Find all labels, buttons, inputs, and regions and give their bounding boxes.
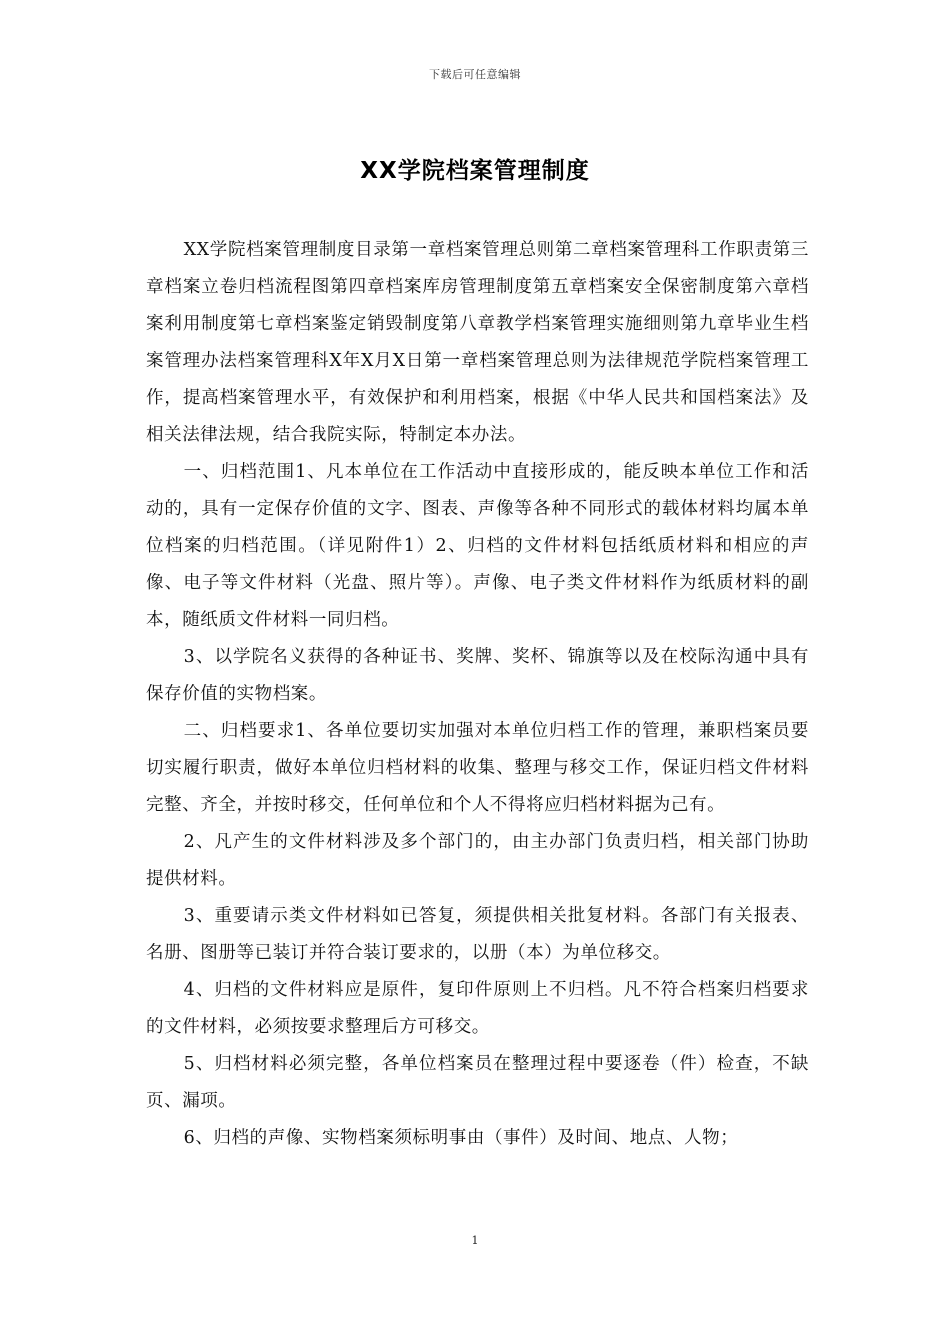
- header-note: 下载后可任意编辑: [429, 68, 521, 81]
- paragraph-requests: 3、重要请示类文件材料如已答复，须提供相关批复材料。各部门有关报表、名册、图册等已装订并符合装订要求的，以册（本）为单位移交。: [146, 906, 809, 963]
- paragraph-scope: 一、归档范围1、凡本单位在工作活动中直接形成的，能反映本单位工作和活动的，具有一定保存价值的文字、图表、声像等各种不同形式的载体材料均属本单位档案的归档范围。（详见附件1）2、归档的文件材料包括纸质材料和相应的声像、电子等文件材料（光盘、照片等）。声像、电子类文件材料作为纸质材料的副本，随纸质文件材料一同归档。: [146, 462, 809, 630]
- paragraph-completeness: 5、归档材料必须完整，各单位档案员在整理过程中要逐卷（件）检查，不缺页、漏项。: [146, 1054, 809, 1111]
- paragraph-multi-department: 2、凡产生的文件材料涉及多个部门的，由主办部门负责归档，相关部门协助提供材料。: [146, 832, 809, 889]
- page-number: 1: [471, 1234, 479, 1247]
- document-body: [146, 232, 809, 1157]
- paragraph-originals: 4、归档的文件材料应是原件，复印件原则上不归档。凡不符合档案归档要求的文件材料，必须按要求整理后方可移交。: [146, 980, 809, 1037]
- document-title: XX学院档案管理制度: [360, 158, 590, 184]
- paragraph-audio-visual: 6、归档的声像、实物档案须标明事由（事件）及时间、地点、人物；: [183, 1128, 739, 1148]
- paragraph-intro: XX学院档案管理制度目录第一章档案管理总则第二章档案管理科工作职责第三章档案立卷归档流程图第四章档案库房管理制度第五章档案安全保密制度第六章档案利用制度第七章档案鉴定销毁制度第八章教学档案管理实施细则第九章毕业生档案管理办法档案管理科X年X月X日第一章档案管理总则为法律规范学院档案管理工作，提高档案管理水平，有效保护和利用档案，根据《中华人民共和国档案法》及相关法律法规，结合我院实际，特制定本办法。: [146, 240, 809, 445]
- paragraph-requirements: 二、归档要求1、各单位要切实加强对本单位归档工作的管理，兼职档案员要切实履行职责，做好本单位归档材料的收集、整理与移交工作，保证归档文件材料完整、齐全，并按时移交，任何单位和个人不得将应归档材料据为己有。: [146, 721, 809, 815]
- paragraph-physical-archives: 3、以学院名义获得的各种证书、奖牌、奖杯、锦旗等以及在校际沟通中具有保存价值的实物档案。: [146, 647, 809, 704]
